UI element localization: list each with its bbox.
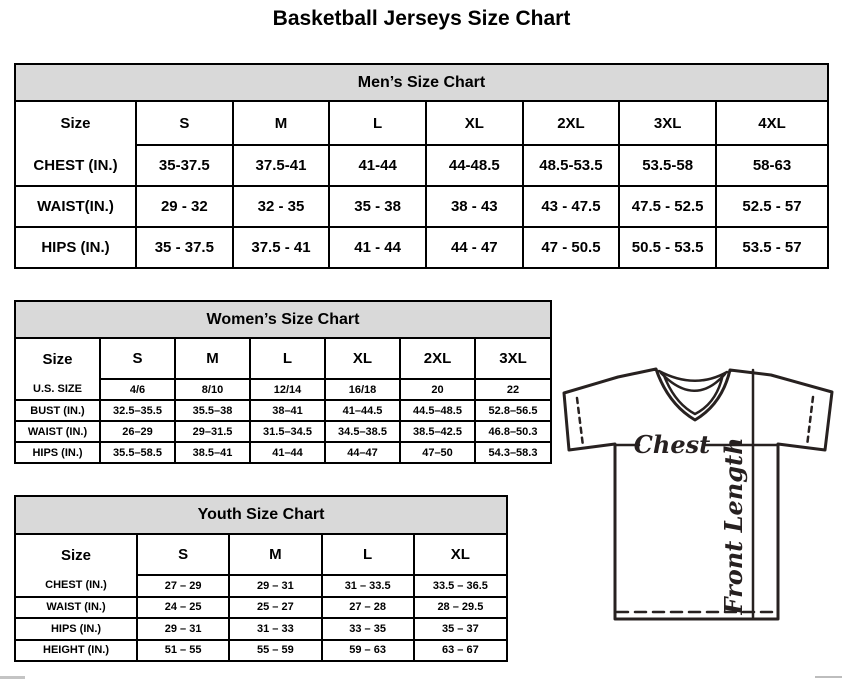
size-value-cell: 43 - 47.5	[523, 186, 620, 227]
womens-table-caption: Women’s Size Chart	[16, 302, 550, 339]
size-value-cell: 55 – 59	[229, 640, 321, 661]
mens-table-grid	[16, 102, 827, 267]
size-column-header: 4XL	[716, 102, 827, 145]
size-value-cell: 20	[400, 379, 475, 400]
size-value-cell: 44.5–48.5	[400, 400, 475, 421]
size-value-cell: 54.3–58.3	[475, 442, 550, 462]
size-value-cell: 38.5–42.5	[400, 421, 475, 442]
size-column-header: S	[137, 535, 229, 575]
size-value-cell: 32 - 35	[233, 186, 330, 227]
size-value-cell: 52.5 - 57	[716, 186, 827, 227]
size-value-cell: 28 – 29.5	[414, 597, 506, 619]
size-value-cell: 37.5-41	[233, 145, 330, 186]
size-value-cell: 47.5 - 52.5	[619, 186, 716, 227]
size-value-cell: 44 - 47	[426, 227, 523, 267]
row-label: HIPS (IN.)	[16, 227, 136, 267]
size-value-cell: 53.5-58	[619, 145, 716, 186]
row-label: HEIGHT (IN.)	[16, 640, 137, 661]
size-column-header: L	[322, 535, 414, 575]
size-value-cell: 38.5–41	[175, 442, 250, 462]
size-value-cell: 25 – 27	[229, 597, 321, 619]
table-row	[16, 597, 506, 619]
size-value-cell: 47 - 50.5	[523, 227, 620, 267]
size-value-cell: 35 - 37.5	[136, 227, 233, 267]
row-label: HIPS (IN.)	[16, 442, 100, 462]
size-value-cell: 22	[475, 379, 550, 400]
row-label: WAIST(IN.)	[16, 186, 136, 227]
size-column-header: M	[233, 102, 330, 145]
size-value-cell: 24 – 25	[137, 597, 229, 619]
chest-label: Chest	[633, 430, 711, 459]
front-length-label: Front Length	[719, 437, 748, 615]
size-value-cell: 44–47	[325, 442, 400, 462]
size-value-cell: 29–31.5	[175, 421, 250, 442]
page-title: Basketball Jerseys Size Chart	[272, 7, 571, 30]
jersey-outline	[564, 369, 832, 619]
size-value-cell: 38 - 43	[426, 186, 523, 227]
size-value-cell: 34.5–38.5	[325, 421, 400, 442]
size-value-cell: 48.5-53.5	[523, 145, 620, 186]
table-row	[16, 421, 550, 442]
youth-table-caption: Youth Size Chart	[16, 497, 506, 535]
table-row	[16, 379, 550, 400]
bottom-right-scrollbar-fragment	[815, 676, 842, 678]
size-value-cell: 51 – 55	[137, 640, 229, 661]
size-column-header: XL	[426, 102, 523, 145]
size-value-cell: 26–29	[100, 421, 175, 442]
size-value-cell: 53.5 - 57	[716, 227, 827, 267]
header-row	[16, 102, 827, 145]
size-column-header: 2XL	[523, 102, 620, 145]
row-label: WAIST (IN.)	[16, 421, 100, 442]
size-column-header: L	[329, 102, 426, 145]
size-column-header: S	[136, 102, 233, 145]
size-value-cell: 16/18	[325, 379, 400, 400]
size-value-cell: 33.5 – 36.5	[414, 575, 506, 597]
table-row	[16, 400, 550, 421]
row-label: BUST (IN.)	[16, 400, 100, 421]
row-label: CHEST (IN.)	[16, 575, 137, 597]
jersey-measurement-diagram	[556, 356, 843, 634]
mens-table-caption: Men’s Size Chart	[16, 65, 827, 102]
size-column-header: 3XL	[619, 102, 716, 145]
header-row	[16, 339, 550, 379]
size-value-cell: 29 – 31	[229, 575, 321, 597]
womens-size-chart-table	[14, 300, 552, 464]
size-value-cell: 52.8–56.5	[475, 400, 550, 421]
size-column-header: 3XL	[475, 339, 550, 379]
header-row	[16, 535, 506, 575]
youth-table-grid	[16, 535, 506, 660]
size-value-cell: 37.5 - 41	[233, 227, 330, 267]
table-row	[16, 575, 506, 597]
size-value-cell: 12/14	[250, 379, 325, 400]
size-value-cell: 33 – 35	[322, 618, 414, 640]
size-value-cell: 4/6	[100, 379, 175, 400]
size-value-cell: 41-44	[329, 145, 426, 186]
mens-size-chart-table	[14, 63, 829, 269]
row-label: HIPS (IN.)	[16, 618, 137, 640]
size-value-cell: 44-48.5	[426, 145, 523, 186]
size-value-cell: 59 – 63	[322, 640, 414, 661]
size-value-cell: 32.5–35.5	[100, 400, 175, 421]
size-value-cell: 35 - 38	[329, 186, 426, 227]
size-value-cell: 29 – 31	[137, 618, 229, 640]
size-label-header: Size	[16, 102, 136, 145]
size-value-cell: 38–41	[250, 400, 325, 421]
table-row	[16, 186, 827, 227]
size-value-cell: 31 – 33	[229, 618, 321, 640]
row-label: WAIST (IN.)	[16, 597, 137, 619]
size-value-cell: 35.5–38	[175, 400, 250, 421]
size-value-cell: 27 – 29	[137, 575, 229, 597]
table-row	[16, 227, 827, 267]
size-column-header: S	[100, 339, 175, 379]
row-label: U.S. SIZE	[16, 379, 100, 400]
size-column-header: XL	[414, 535, 506, 575]
size-column-header: XL	[325, 339, 400, 379]
size-value-cell: 63 – 67	[414, 640, 506, 661]
size-value-cell: 35.5–58.5	[100, 442, 175, 462]
size-label-header: Size	[16, 339, 100, 379]
size-label-header: Size	[16, 535, 137, 575]
youth-size-chart-table	[14, 495, 508, 662]
table-row	[16, 145, 827, 186]
size-column-header: M	[175, 339, 250, 379]
size-column-header: M	[229, 535, 321, 575]
size-value-cell: 31.5–34.5	[250, 421, 325, 442]
size-value-cell: 47–50	[400, 442, 475, 462]
size-column-header: L	[250, 339, 325, 379]
size-value-cell: 41 - 44	[329, 227, 426, 267]
size-value-cell: 58-63	[716, 145, 827, 186]
size-value-cell: 27 – 28	[322, 597, 414, 619]
size-value-cell: 50.5 - 53.5	[619, 227, 716, 267]
size-value-cell: 35-37.5	[136, 145, 233, 186]
size-value-cell: 29 - 32	[136, 186, 233, 227]
row-label: CHEST (IN.)	[16, 145, 136, 186]
size-column-header: 2XL	[400, 339, 475, 379]
womens-table-grid	[16, 339, 550, 462]
table-row	[16, 442, 550, 462]
size-value-cell: 8/10	[175, 379, 250, 400]
size-value-cell: 41–44	[250, 442, 325, 462]
size-value-cell: 41–44.5	[325, 400, 400, 421]
size-value-cell: 46.8–50.3	[475, 421, 550, 442]
size-value-cell: 31 – 33.5	[322, 575, 414, 597]
size-value-cell: 35 – 37	[414, 618, 506, 640]
table-row	[16, 640, 506, 661]
table-row	[16, 618, 506, 640]
